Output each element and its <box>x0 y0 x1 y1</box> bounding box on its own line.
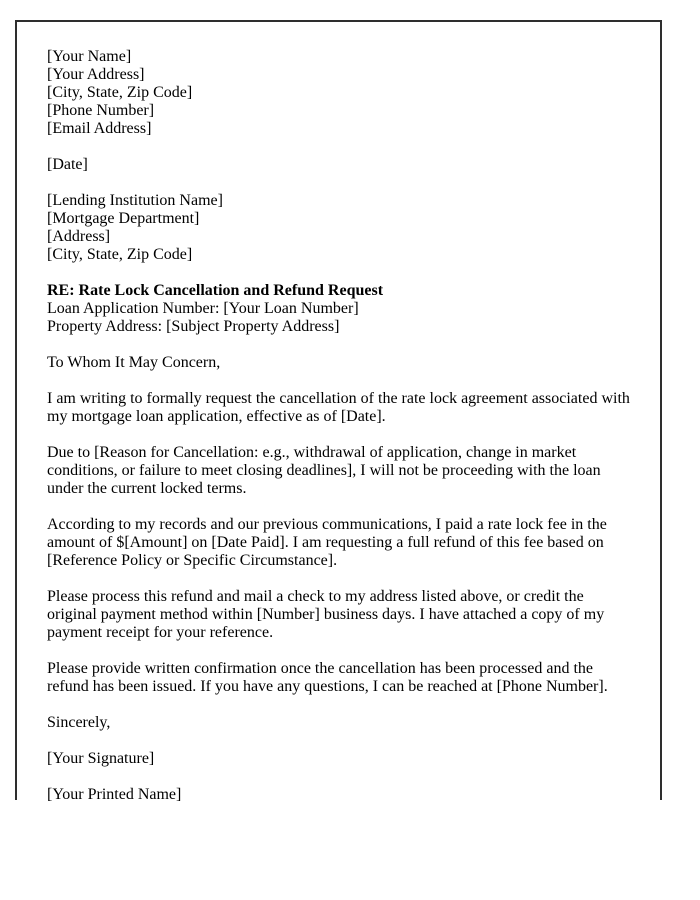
sender-address: [Your Address] <box>47 66 145 83</box>
recipient-city-state-zip: [City, State, Zip Code] <box>47 246 193 263</box>
subject-property-address-line: Property Address: [Subject Property Address] <box>47 318 340 335</box>
body-paragraph-2: Due to [Reason for Cancellation: e.g., withdrawal of application, change in market conditions, or failure to meet closing deadlines], I will not be proceeding with the loan under the current locked terms. <box>47 444 601 497</box>
date-block <box>47 156 632 174</box>
body-paragraph-4: Please process this refund and mail a check to my address listed above, or credit the original payment method within [Number] business days. I have attached a copy of my payment receipt for your reference. <box>47 588 605 641</box>
closing: Sincerely, <box>47 714 111 731</box>
body-paragraph-1: I am writing to formally request the cancellation of the rate lock agreement associated with my mortgage loan application, effective as of [Date]. <box>47 390 630 425</box>
sender-phone: [Phone Number] <box>47 102 155 119</box>
subject-loan-number-line: Loan Application Number: [Your Loan Number] <box>47 300 359 317</box>
body-paragraph-5: Please provide written confirmation once the cancellation has been processed and the refund has been issued. If you have any questions, I can be reached at [Phone Number]. <box>47 660 608 695</box>
sender-name: [Your Name] <box>47 48 132 65</box>
recipient-address-block <box>47 192 632 264</box>
salutation: To Whom It May Concern, <box>47 354 221 371</box>
subject-block <box>47 282 632 336</box>
sender-email: [Email Address] <box>47 120 152 137</box>
recipient-address: [Address] <box>47 228 111 245</box>
recipient-institution: [Lending Institution Name] <box>47 192 223 209</box>
letter-body <box>47 48 632 804</box>
sender-address-block <box>47 48 632 138</box>
recipient-department: [Mortgage Department] <box>47 210 200 227</box>
sender-city-state-zip: [City, State, Zip Code] <box>47 84 193 101</box>
letter-page-frame <box>15 20 662 803</box>
date-line: [Date] <box>47 156 88 173</box>
printed-name-placeholder: [Your Printed Name] <box>47 786 182 803</box>
subject-re-line: RE: Rate Lock Cancellation and Refund Request <box>47 282 384 299</box>
body-paragraph-3: According to my records and our previous communications, I paid a rate lock fee in the amount of $[Amount] on [Date Paid]. I am requesting a full refund of this fee based on [Reference Policy or Specific Circumstance]. <box>47 516 607 569</box>
signature-placeholder: [Your Signature] <box>47 750 155 767</box>
